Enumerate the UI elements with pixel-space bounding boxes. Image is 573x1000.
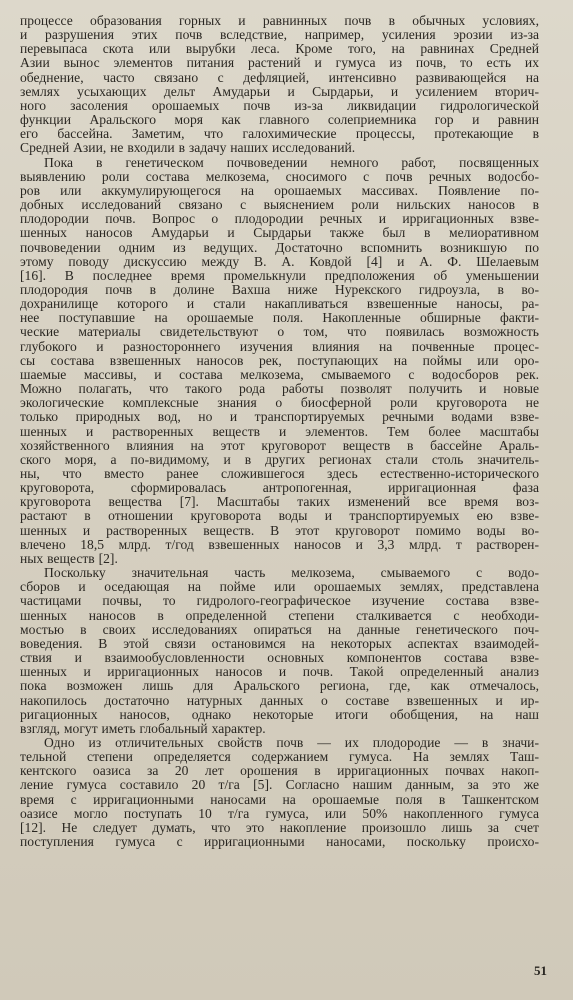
text-line: этому поводу дискуссию между В. А. Ковдой [4] и А. Ф. Шелаевым <box>20 254 539 269</box>
text-line: ление гумуса составило 20 т/га [5]. Согласно нашим данным, за это же <box>20 778 539 793</box>
text-line: ных веществ [2]. <box>20 551 118 566</box>
text-body <box>20 14 539 849</box>
text-line: экологические комплексные знания о биосферной роли круговорота не <box>20 396 539 411</box>
text-line: плодородия почв в долине Вахша ниже Нурекского гидроузла, в во- <box>20 282 539 297</box>
text-line: хозяйственного влияния на этот круговорот веществ в бассейне Араль- <box>20 438 539 453</box>
text-line: землях усыхающих дельт Амударьи и Сырдарьи, и усилением вторич- <box>20 84 539 99</box>
text-line: и разрушения этих почв вследствие, например, усиления эрозии из-за <box>20 28 539 43</box>
text-line: влечено 18,5 млрд. т/год взвешенных наносов и 3,3 млрд. т растворен- <box>20 537 539 552</box>
text-line: сы состава взвешенных наносов рек, поступающих на поймы или оро- <box>20 353 539 368</box>
page-number: 51 <box>534 962 547 978</box>
text-line: только природных вод, но и транспортируемых речными водами взве- <box>20 410 539 425</box>
text-line: [16]. В последнее время промелькнули предположения об уменьшении <box>20 268 539 283</box>
text-line: шенных наносов в определенной степени сталкивается с необходи- <box>20 608 539 623</box>
text-line: Можно полагать, что такого рода работы позволят получить и новые <box>20 382 539 397</box>
text-line: Средней Азии, не входили в задачу наших исследований. <box>20 141 356 156</box>
text-line: перевыпаса скота или вырубки леса. Кроме того, на равнинах Средней <box>20 42 539 57</box>
text-line: Поскольку значительная часть мелкозема, смываемого с водо- <box>44 566 539 581</box>
paragraph <box>20 566 539 736</box>
text-line: круговорота вещества [7]. Масштабы таких изменений все время воз- <box>20 495 539 510</box>
paragraph <box>20 14 539 156</box>
paragraph <box>20 156 539 567</box>
text-line: шенных и растворенных веществ и элементов. Тем более масштабы <box>20 424 539 439</box>
text-line: Одно из отличительных свойств почв — их плодородие — в значи- <box>44 735 539 750</box>
text-line: Азии вынос элементов питания растений и гумуса из почв, то есть их <box>20 56 539 71</box>
text-line: глубокого и разностороннего изучения влияния на почвенные процес- <box>20 339 539 354</box>
text-line: ствия и взаимообусловленности основных компонентов состава взве- <box>20 651 539 666</box>
text-line: кентского оазиса за 20 лет орошения в ирригационных почвах накоп- <box>20 764 539 779</box>
text-line: плодородии почв. Вопрос о плодородии речных и ирригационных взве- <box>20 212 539 227</box>
text-line: его бассейна. Заметим, что галохимические процессы, протекающие в <box>20 127 539 142</box>
paragraph <box>20 736 539 849</box>
text-line: ного засоления орошаемых почв из-за ликвидации гидрологической <box>20 98 539 113</box>
text-line: ского моря, а по-видимому, и в других регионах стали столь значитель- <box>20 452 539 467</box>
text-line: почвоведении одним из ведущих. Достаточно вспомнить возникшую по <box>20 240 539 255</box>
text-line: накопилось достаточно натурных данных о составе взвешенных и ир- <box>20 693 539 708</box>
text-line: шаемые массивы, и состава мелкозема, смываемого с водосборов рек. <box>20 367 539 382</box>
text-line: пока возможен лишь для Аральского региона, где, как отмечалось, <box>20 679 539 694</box>
text-line: Пока в генетическом почвоведении немного работ, посвященных <box>44 155 539 170</box>
text-line: добных исследований связано с выяснением роли нильских наносов в <box>20 198 539 213</box>
text-line: процессе образования горных и равнинных почв в обычных условиях, <box>20 14 539 28</box>
text-line: шенных наносов Амударьи и Сырдарьи также был в мелиоративном <box>20 226 539 241</box>
text-line: ческие материалы свидетельствуют о том, что появилась возможность <box>20 325 539 340</box>
text-line: мостью в своих исследованиях опираться на данные генетического поч- <box>20 622 539 637</box>
text-line: функции Аральского моря как главного солеприемника гор и равнин <box>20 113 539 128</box>
text-line: взгляд, могут иметь глобальный характер. <box>20 721 266 736</box>
text-line: круговорота, сформировалась антропогенная, ирригационная фаза <box>20 481 539 496</box>
text-line: шенных и растворенных веществ. В этот круговорот помимо воды во- <box>20 523 539 538</box>
text-line: оазисе могло поступать 10 т/га гумуса, или 50% накопленного гумуса <box>20 806 539 821</box>
text-line: частицами почвы, то гидролого-географическое изучение состава взве- <box>20 594 539 609</box>
text-line: нее поступавшие на орошаемые поля. Накопленные обширные факти- <box>20 311 539 326</box>
text-line: тельной степени определяется содержанием гумуса. На землях Таш- <box>20 750 539 765</box>
text-line: [12]. Не следует думать, что это накопление произошло лишь за счет <box>20 820 539 835</box>
text-line: обеднение, часто связано с дефляцией, интенсивно развивающейся на <box>20 70 539 85</box>
text-line: ны, что вместо ранее сложившегося здесь естественно-исторического <box>20 467 539 481</box>
text-line: шенных и ирригационных наносов и почв. Такой определенный анализ <box>20 665 539 680</box>
text-line: выявлению роли состава мелкозема, сносимого с почв речных водосбо- <box>20 169 539 184</box>
text-line: ров или аккумулирующегося на орошаемых массивах. Появление по- <box>20 183 539 198</box>
text-line: ригационных наносов, однако некоторые итоги обобщения, на наш <box>20 707 539 722</box>
text-line: дохранилище которого и стали накапливаться взвешенные наносы, ра- <box>20 297 539 312</box>
text-line: растают в отношении круговорота воды и транспортируемых ею взве- <box>20 509 539 524</box>
text-line: поступления гумуса с ирригационными наносами, поскольку происхо- <box>20 835 539 850</box>
text-line: время с ирригационными наносами на орошаемые поля в Ташкентском <box>20 792 539 807</box>
text-line: сборов и оседающая на пойме или орошаемых землях, представлена <box>20 580 539 595</box>
text-line: воведения. В этой связи остановимся на некоторых аспектах взаимодей- <box>20 636 539 651</box>
